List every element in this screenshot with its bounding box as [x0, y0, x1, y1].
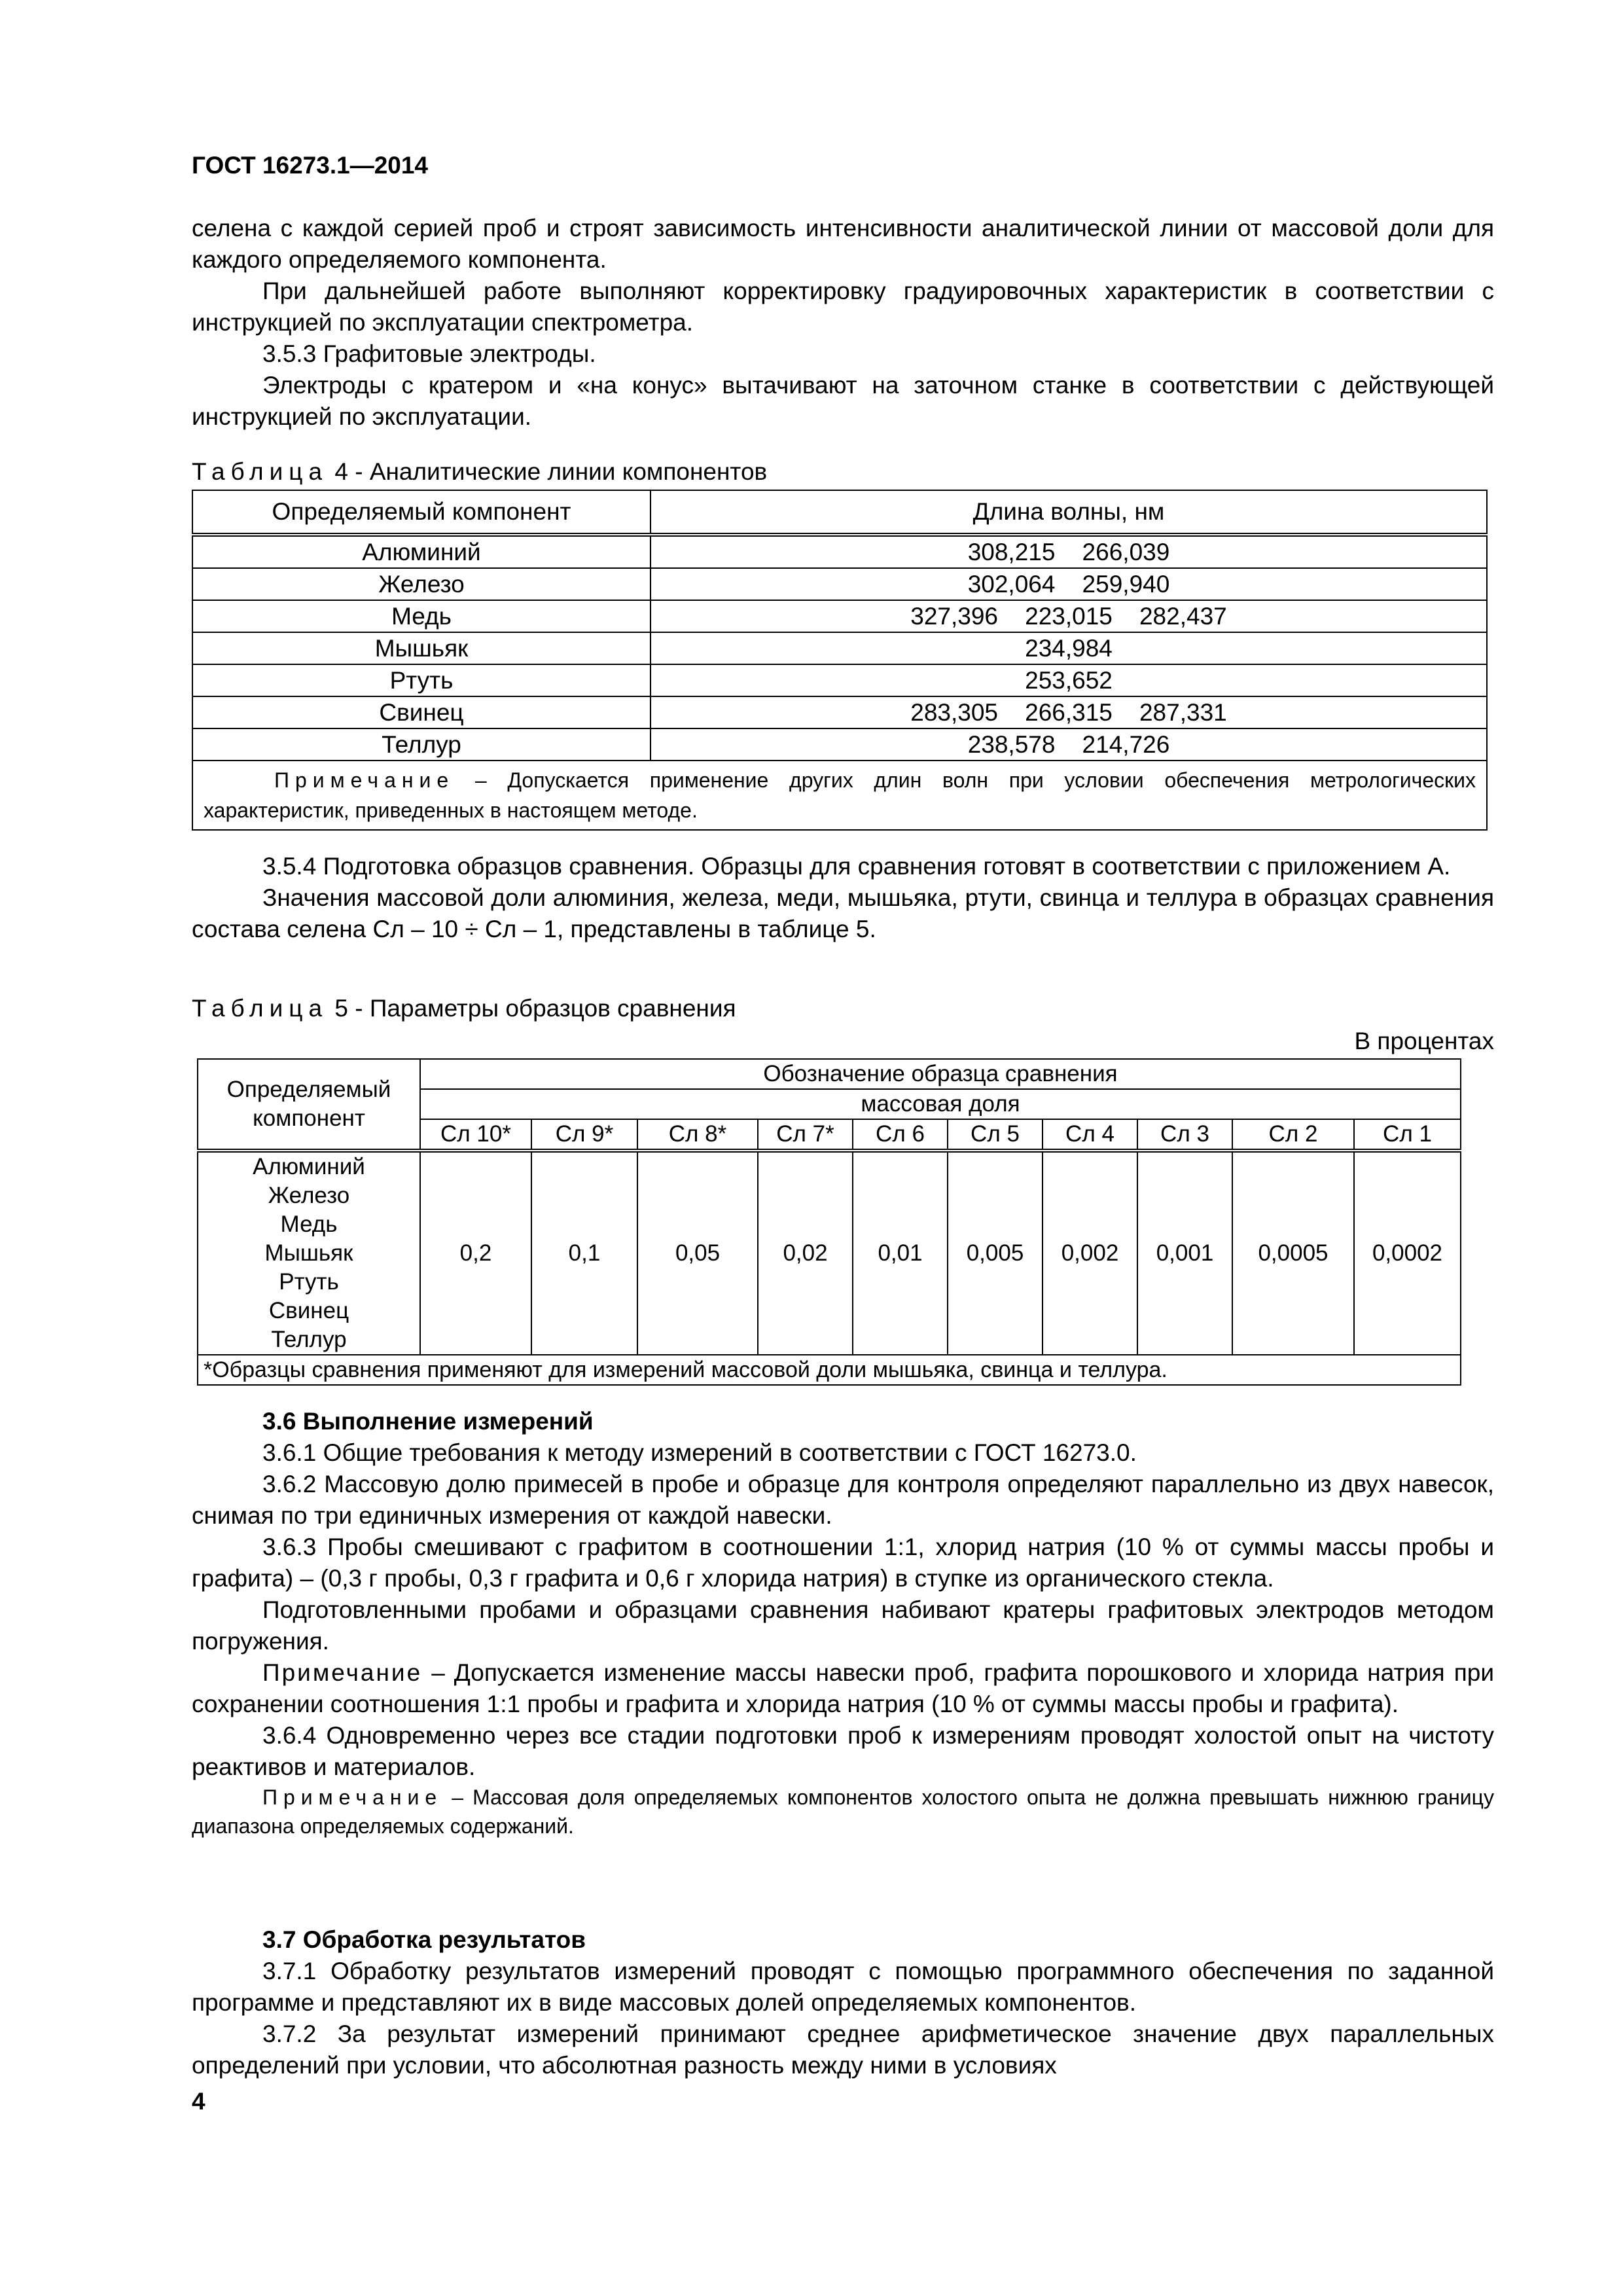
value-cell: 0,01	[853, 1151, 948, 1355]
note-text: – Допускается применение других длин волн при условии обеспечения метрологических характеристик, приведенных в настоящем методе.	[204, 768, 1476, 822]
sample-header: Сл 9*	[531, 1119, 637, 1151]
wavelength-cell: 327,396 223,015 282,437	[651, 600, 1487, 632]
value-cell: 0,0002	[1354, 1151, 1461, 1355]
component-name: Алюминий	[253, 1154, 365, 1179]
table5-caption	[192, 995, 736, 1022]
paragraph: Значения массовой доли алюминия, железа, меди, мышьяка, ртути, свинца и теллура в образцах сравнения состава селена Сл – 10 ÷ Сл – 1, представлены в таблице 5.	[192, 884, 1494, 942]
component-name: Железо	[268, 1183, 350, 1208]
paragraph: Электроды с кратером и «на конус» вытачивают на заточном станке в соответствии с действующей инструкцией по эксплуатации.	[192, 372, 1494, 430]
component-cell: Мышьяк	[192, 632, 651, 664]
note-label: Примечание	[262, 1659, 423, 1686]
components-cell	[198, 1151, 420, 1355]
table-row	[192, 568, 1487, 600]
table4-caption	[192, 458, 767, 486]
component-cell: Медь	[192, 600, 651, 632]
wavelength-cell: 253,652	[651, 664, 1487, 696]
intro-section	[192, 213, 1494, 433]
column-header: Длина волны, нм	[651, 490, 1487, 535]
table4	[192, 490, 1488, 831]
document-header: ГОСТ 16273.1—2014	[192, 152, 429, 179]
paragraph: селена с каждой серией проб и строят зависимость интенсивности аналитической линии от массовой доли для каждого определяемого компонента.	[192, 215, 1494, 273]
sample-header: Сл 5	[948, 1119, 1043, 1151]
component-cell: Ртуть	[192, 664, 651, 696]
sample-header: Сл 6	[853, 1119, 948, 1151]
page-number: 4	[192, 2088, 205, 2115]
table-row	[198, 1151, 1461, 1355]
mid-section	[192, 851, 1494, 945]
table-row	[192, 600, 1487, 632]
component-name: Ртуть	[279, 1269, 339, 1295]
table-row	[192, 696, 1487, 728]
sample-header: Сл 7*	[758, 1119, 853, 1151]
table-row	[192, 728, 1487, 761]
paragraph: 3.6.2 Массовую долю примесей в пробе и образце для контроля определяют параллельно из двух навесок, снимая по три единичных измерения от каждой навески.	[192, 1471, 1494, 1529]
sub-header: массовая доля	[420, 1089, 1461, 1119]
table-footnote: *Образцы сравнения применяют для измерений массовой доли мышьяка, свинца и теллура.	[198, 1355, 1461, 1385]
paragraph: При дальнейшей работе выполняют корректировку градуировочных характеристик в соответствии с инструкцией по эксплуатации спектрометра.	[192, 278, 1494, 336]
value-cell: 0,1	[531, 1151, 637, 1355]
note-label: Примечание	[262, 1785, 443, 1809]
value-cell: 0,02	[758, 1151, 853, 1355]
component-name: Теллур	[271, 1327, 347, 1352]
note-label: Примечание	[274, 768, 455, 792]
component-cell: Железо	[192, 568, 651, 600]
value-cell: 0,05	[637, 1151, 758, 1355]
wavelength-cell: 308,215 266,039	[651, 535, 1487, 568]
caption-label: Таблица	[192, 995, 329, 1022]
value-cell: 0,2	[420, 1151, 531, 1355]
value-cell: 0,005	[948, 1151, 1043, 1355]
wavelength-cell: 302,064 259,940	[651, 568, 1487, 600]
paragraph: Подготовленными пробами и образцами сравнения набивают кратеры графитовых электродов методом погружения.	[192, 1596, 1494, 1655]
sample-header: Сл 3	[1137, 1119, 1232, 1151]
component-cell: Теллур	[192, 728, 651, 761]
table-footnote-row	[198, 1355, 1461, 1385]
sample-header: Сл 8*	[637, 1119, 758, 1151]
table5	[197, 1058, 1461, 1386]
caption-label: Таблица	[192, 458, 329, 485]
note-text: – Массовая доля определяемых компонентов холостого опыта не должна превышать нижнюю границу диапазона определяемых содержаний.	[192, 1785, 1494, 1838]
paragraph: 3.5.3 Графитовые электроды.	[262, 340, 596, 367]
group-header: Обозначение образца сравнения	[420, 1059, 1461, 1089]
note	[192, 1783, 1494, 1840]
sample-header: Сл 4	[1043, 1119, 1137, 1151]
wavelength-cell: 238,578 214,726	[651, 728, 1487, 761]
sample-header: Сл 10*	[420, 1119, 531, 1151]
table-row	[192, 664, 1487, 696]
table-row	[192, 535, 1487, 568]
section-title: 3.6 Выполнение измерений	[262, 1408, 594, 1435]
component-cell: Свинец	[192, 696, 651, 728]
section-3-7	[192, 1924, 1494, 2081]
wavelength-cell: 234,984	[651, 632, 1487, 664]
paragraph: 3.6.4 Одновременно через все стадии подготовки проб к измерениям проводят холостой опыт на чистоту реактивов и материалов.	[192, 1722, 1494, 1780]
column-header: Определяемый компонент	[192, 490, 651, 535]
column-header: Определяемый компонент	[198, 1059, 420, 1151]
component-name: Свинец	[268, 1298, 349, 1323]
sample-header: Сл 2	[1232, 1119, 1354, 1151]
paragraph: 3.7.2 За результат измерений принимают среднее арифметическое значение двух параллельных определений при условии, что абсолютная разность между ними в условиях	[192, 2020, 1494, 2079]
section-3-6	[192, 1406, 1494, 1840]
paragraph: 3.5.4 Подготовка образцов сравнения. Образцы для сравнения готовят в соответствии с приложением А.	[262, 853, 1451, 880]
caption-text: 5 - Параметры образцов сравнения	[328, 995, 736, 1022]
wavelength-cell: 283,305 266,315 287,331	[651, 696, 1487, 728]
section-title: 3.7 Обработка результатов	[262, 1926, 586, 1953]
sample-header: Сл 1	[1354, 1119, 1461, 1151]
value-cell: 0,001	[1137, 1151, 1232, 1355]
note	[192, 1657, 1494, 1720]
table-note	[192, 761, 1487, 830]
paragraph: 3.7.1 Обработку результатов измерений проводят с помощью программного обеспечения по заданной программе и представляют их в виде массовых долей определяемых компонентов.	[192, 1958, 1494, 2016]
table5-unit: В процентах	[1354, 1028, 1494, 1054]
paragraph: 3.6.3 Пробы смешивают с графитом в соотношении 1:1, хлорид натрия (10 % от суммы массы пробы и графита) – (0,3 г пробы, 0,3 г графита и 0,6 г хлорида натрия) в ступке из органического стекла.	[192, 1534, 1494, 1592]
table-header-row	[192, 490, 1487, 535]
component-name: Медь	[280, 1211, 338, 1237]
value-cell: 0,002	[1043, 1151, 1137, 1355]
component-cell: Алюминий	[192, 535, 651, 568]
caption-text: 4 - Аналитические линии компонентов	[328, 458, 768, 485]
table-note-row	[192, 761, 1487, 830]
paragraph: 3.6.1 Общие требования к методу измерений в соответствии с ГОСТ 16273.0.	[262, 1439, 1137, 1466]
table-header-row	[198, 1059, 1461, 1089]
value-cell: 0,0005	[1232, 1151, 1354, 1355]
table-row	[192, 632, 1487, 664]
component-name: Мышьяк	[264, 1240, 353, 1266]
note-text: – Допускается изменение массы навески проб, графита порошкового и хлорида натрия при сохранении соотношения 1:1 пробы и графита и хлорида натрия (10 % от суммы массы пробы и графита).	[192, 1659, 1494, 1717]
